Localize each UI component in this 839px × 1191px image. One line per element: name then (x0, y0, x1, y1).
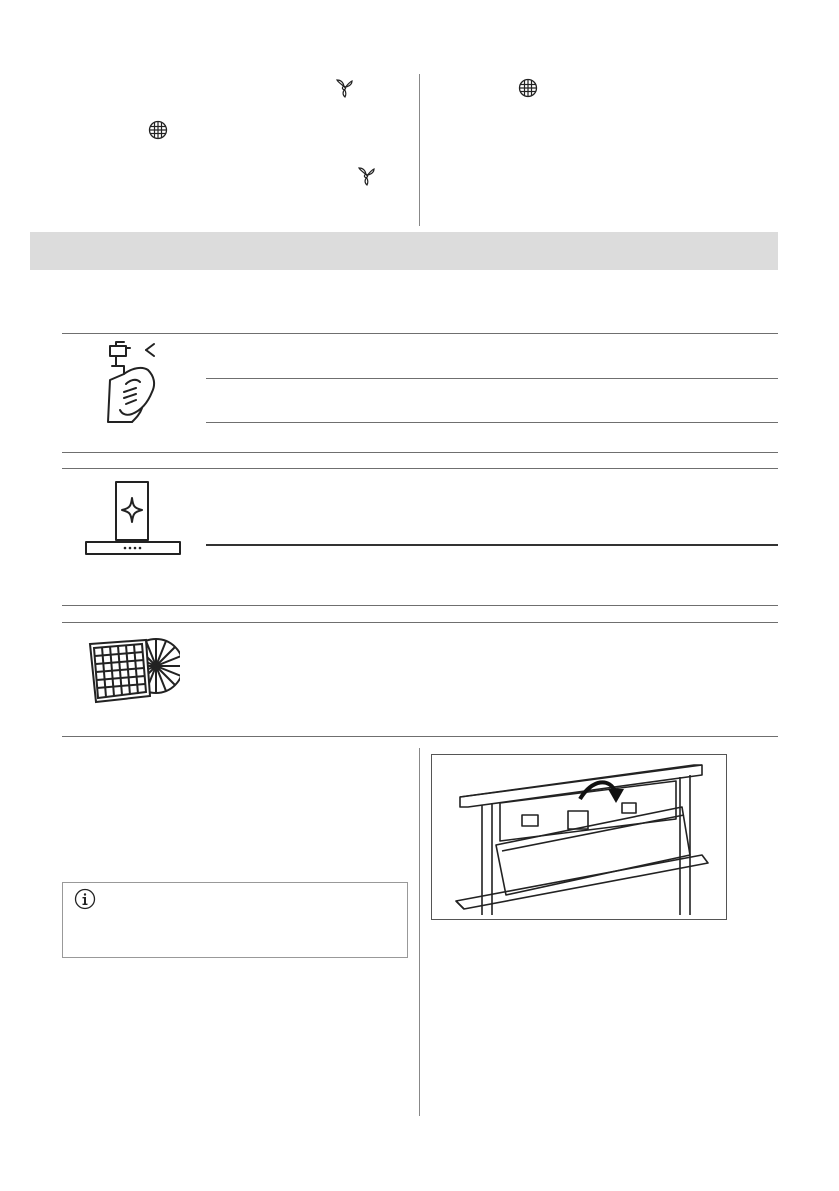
section-heading-bar (30, 232, 778, 270)
column-divider-bottom (419, 748, 420, 1116)
info-note-box (62, 882, 408, 958)
table-rule (62, 333, 778, 334)
table-rule (62, 622, 778, 623)
fan-icon (334, 78, 354, 98)
table-inner-rule (206, 544, 778, 546)
grease-filter-icon (518, 78, 538, 98)
fan-icon (356, 166, 376, 186)
info-icon (74, 888, 96, 910)
grease-filter-icon (148, 120, 168, 140)
table-rule (62, 468, 778, 469)
spray-bottle-cloth-icon (102, 340, 166, 424)
downdraft-hood-filter-removal-illustration (431, 754, 727, 920)
table-rule (62, 736, 778, 737)
cooker-hood-sparkle-icon (84, 480, 182, 560)
table-inner-rule (206, 422, 778, 423)
column-divider-top (419, 74, 420, 226)
table-rule (62, 605, 778, 606)
table-inner-rule (206, 378, 778, 379)
table-rule (62, 452, 778, 453)
charcoal-filter-icon (80, 630, 180, 710)
